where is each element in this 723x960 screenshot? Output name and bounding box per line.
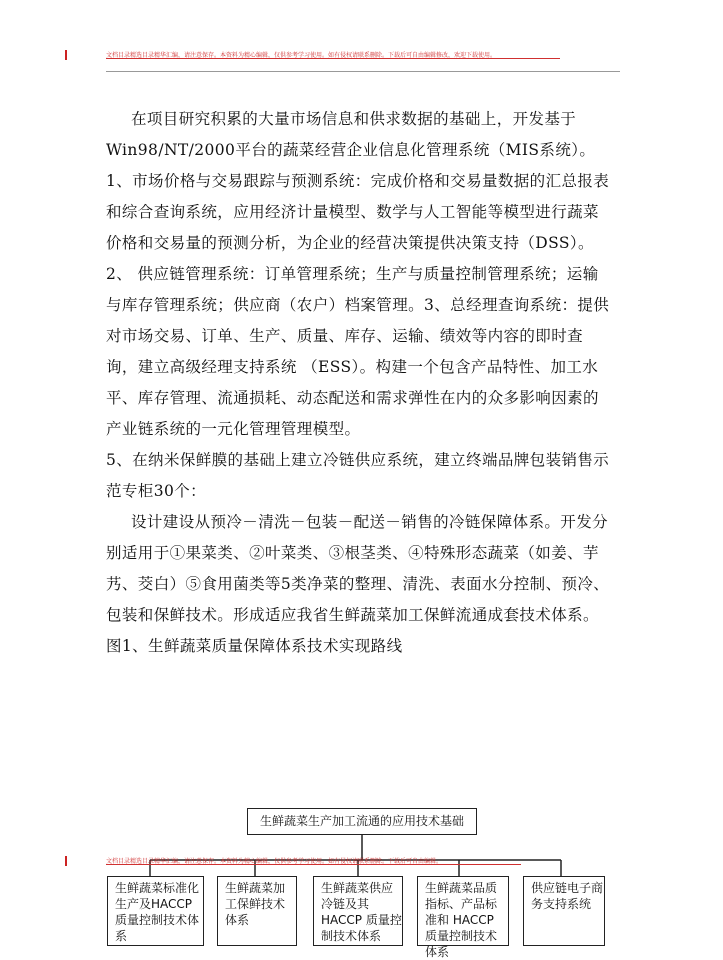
diagram-box-quality-standards: 生鲜蔬菜品质指标、产品标准和 HACCP 质量控制技术体系 xyxy=(417,876,509,946)
figure-caption: 图1、生鲜蔬菜质量保障体系技术实现路线 xyxy=(106,637,403,655)
margin-mark-top xyxy=(65,50,67,60)
bottom-watermark: 文档目录精选目录精华汇编，请注意保存。本资料为精心编辑，仅供参考学习使用。如有侵权请联系删除。下载后可自由编辑。 xyxy=(106,858,443,865)
diagram-root-box: 生鲜蔬菜生产加工流通的应用技术基础 xyxy=(247,808,477,835)
diagram-box-cold-chain: 生鲜蔬菜供应冷链及其HACCP 质量控制技术体系 xyxy=(313,876,403,946)
document-body xyxy=(106,104,611,662)
margin-mark-bottom xyxy=(65,856,67,866)
bottom-watermark-underline xyxy=(106,864,521,865)
header-watermark: 文档目录精选目录精华汇编，请注意保存。本资料为精心编辑，仅供参考学习使用。如有侵权请联系删除。下载后可自由编辑修改，欢迎下载使用。 xyxy=(106,52,497,59)
header-watermark-underline xyxy=(106,58,560,59)
header-rule xyxy=(106,71,620,72)
paragraph-cold-chain-details: 设计建设从预冷－清洗－包装－配送－销售的冷链保障体系。开发分别适用于①果菜类、②叶菜类、③根茎类、④特殊形态蔬菜（如姜、芋艿、茭白）⑤食用菌类等5类净菜的整理、清洗、表面水分控制、预冷、包装和保鲜技术。形成适应我省生鲜蔬菜加工保鲜流通成套技术体系。 xyxy=(106,513,610,624)
paragraph-mis-system: 在项目研究积累的大量市场信息和供求数据的基础上，开发基于Win98/NT/2000平台的蔬菜经营企业信息化管理系统（MIS系统）。1、市场价格与交易跟踪与预测系统：完成价格和交易量数据的汇总报表和综合查询系统，应用经济计量模型、数学与人工智能等模型进行蔬菜价格和交易量的预测分析，为企业的经营决策提供决策支持（DSS）。2、 供应链管理系统：订单管理系统；生产与质量控制管理系统；运输与库存管理系统；供应商（农户）档案管理。3、总经理查询系统：提供对市场交易、订单、生产、质量、库存、运输、绩效等内容的即时查询，建立高级经理支持系统 （ESS）。构建一个包含产品特性、加工水平、库存管理、流通损耗、动态配送和需求弹性在内的众多影响因素的产业链系统的一元化管理管理模型。 xyxy=(106,110,610,438)
paragraph-cold-chain: 5、在纳米保鲜膜的基础上建立冷链供应系统，建立终端品牌包装销售示范专柜30个： xyxy=(106,451,610,500)
diagram-box-ecommerce: 供应链电子商务支持系统 xyxy=(523,876,605,946)
diagram-box-processing-preservation: 生鲜蔬菜加工保鲜技术体系 xyxy=(217,876,297,946)
diagram-box-standard-production: 生鲜蔬菜标准化生产及HACCP 质量控制技术体系 xyxy=(107,876,204,946)
